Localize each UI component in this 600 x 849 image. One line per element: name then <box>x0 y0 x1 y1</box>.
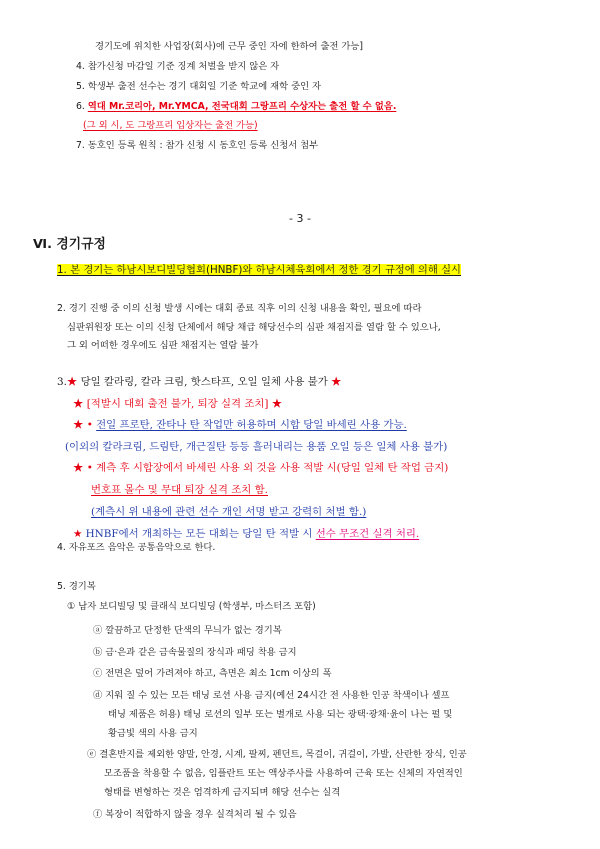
rule-3-penalty-2: 번호표 몰수 및 무대 퇴장 실격 조치 함. <box>91 484 268 496</box>
rule-3-title-text: 당일 칼라링, 칼라 크림, 핫스타프, 오일 일체 사용 불가 <box>77 376 332 388</box>
rule-2-line-3: 그 외 어떠한 경우에도 심판 채점지는 열람 불가 <box>67 340 259 351</box>
rule-3-bullet-1 <box>73 418 407 432</box>
star-icon: ★ <box>331 376 342 388</box>
rule-2-line-2: 심판위원장 또는 이의 신청 단체에서 해당 채급 해당선수의 심판 채점지를 열람 할 수 있으나, <box>67 322 441 333</box>
rule-5-sub-1: ① 남자 보디빌딩 및 클래식 보디빌딩 (학생부, 마스터즈 포함) <box>67 601 316 612</box>
rule-5-item-e-3: 형태를 변형하는 것은 엄격하게 금지되며 해당 선수는 실격 <box>104 787 341 798</box>
rule-3-penalty: ★ [적발시 대회 출전 불가, 퇴장 실격 조치] ★ <box>73 398 283 410</box>
rule-3-bullet-1-text: 전일 프로탄, 잔타나 탄 작업만 허용하며 시합 당일 바세린 사용 가능. <box>96 419 407 431</box>
rule-5-item-b: ⓑ 금·은과 같은 금속물질의 장식과 패딩 착용 금지 <box>93 647 297 658</box>
rule-5-item-d-2: 태닝 제품은 허용) 태닝 로션의 일부 또는 별개로 사용 되는 광택·광채·윤이 나는 펄 및 <box>108 709 453 720</box>
page-number: - 3 - <box>289 212 311 225</box>
rule-5-item-f: ⓕ 복장이 적합하지 않을 경우 실격처리 될 수 있음 <box>93 809 297 820</box>
star-icon: ★ <box>66 376 78 388</box>
list-item-6-text: 역대 Mr.코리아, Mr.YMCA, 전국대회 그랑프리 수상자는 출전 할 수 없음. <box>87 101 397 112</box>
rule-3-bullet-2 <box>73 461 448 475</box>
rule-3-bullet-2-marker: ★ • <box>73 462 97 474</box>
rule-3-bullet-1-marker: ★ • <box>73 419 97 431</box>
rule-3-signature-note: (계측시 위 내용에 관련 선수 개인 서명 받고 강력히 처벌 함.) <box>91 506 367 518</box>
rule-5-title: 5. 경기복 <box>57 581 96 592</box>
list-item-6-note: (그 외 시, 도 그랑프리 입상자는 출전 가능) <box>83 120 258 131</box>
list-item-6 <box>76 100 396 114</box>
rule-1-text: 1. 본 경기는 하남시보디빌딩협회(HNBF)와 하남시체육회에서 정한 경기 규정에 의해 실시 <box>57 264 461 276</box>
rule-5-item-e-2: 모조품을 착용할 수 없음, 임플란트 또는 액상주사를 사용하여 근육 또는 신체의 자연적인 <box>104 768 463 779</box>
rule-3-exclusions: (이외의 칼라크림, 드림탄, 개근질탄 등등 흘러내리는 용품 오일 등은 일체 사용 불가) <box>65 441 448 453</box>
list-item-4: 4. 참가신청 마감일 기준 징계 처벌을 받지 않은 자 <box>76 61 280 72</box>
rule-5-item-d-1: ⓓ 지워 질 수 있는 모든 태닝 로션 사용 금지(예선 24시간 전 사용한 인공 착색이나 셀프 <box>93 690 450 701</box>
rule-1 <box>57 263 461 277</box>
rule-3-bullet-3-emphasis: 선수 무조건 실격 처리. <box>315 528 420 540</box>
rule-3-title <box>57 375 341 389</box>
rule-2-line-1: 2. 경기 진행 중 이의 신청 발생 시에는 대회 종료 직후 이의 신청 내용을 확인, 필요에 따라 <box>57 303 422 314</box>
text-line-workplace: 경기도에 위치한 사업장(회사)에 근무 중인 자에 한하여 출전 가능] <box>95 41 364 52</box>
rule-3-bullet-3-marker: ★ <box>73 528 86 540</box>
list-item-6-number: 6. <box>76 101 88 112</box>
list-item-5: 5. 학생부 출전 선수는 경기 대회일 기준 학교에 재학 중인 자 <box>76 81 321 92</box>
rule-5-item-d-3: 황금빛 색의 사용 금지 <box>108 728 198 739</box>
section-title: Ⅵ. 경기규정 <box>33 237 106 252</box>
rule-3-bullet-3 <box>73 527 419 541</box>
rule-3-bullet-2-text: 계측 후 시합장에서 바세린 사용 외 것을 사용 적발 시(당일 일체 탄 작업 금지) <box>96 462 449 474</box>
list-item-7: 7. 동호인 등록 원칙 : 참가 신청 시 동호인 등록 신청서 첨부 <box>76 140 319 151</box>
rule-3-number: 3. <box>57 376 67 388</box>
rule-5-item-e-1: ⓔ 결혼반지를 제외한 양말, 안경, 시계, 팔찌, 펜던트, 목걸이, 귀걸이, 가발, 산란한 장식, 인공 <box>87 749 467 760</box>
rule-4: 4. 자유포즈 음악은 공통음악으로 한다. <box>57 542 216 553</box>
rule-5-item-c: ⓒ 전면은 덮어 가려져야 하고, 측면은 최소 1cm 이상의 폭 <box>93 668 332 679</box>
rule-3-bullet-3-text: HNBF에서 개최하는 모든 대회는 당일 탄 적발 시 <box>85 528 316 540</box>
rule-5-item-a: ⓐ 깔끔하고 단정한 단색의 무늬가 없는 경기복 <box>93 625 282 636</box>
